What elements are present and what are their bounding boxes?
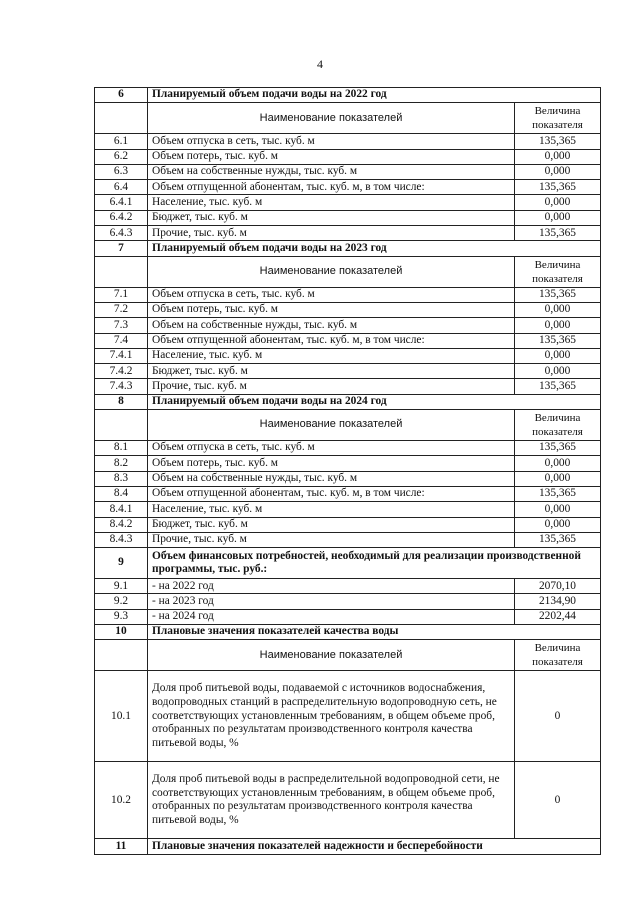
table-row bbox=[95, 456, 601, 471]
section-title: Плановые значения показателей качества воды bbox=[148, 625, 601, 640]
production-program-table bbox=[94, 87, 601, 855]
row-number: 8.3 bbox=[95, 471, 148, 486]
header-number-cell bbox=[95, 256, 148, 287]
header-name-cell: Наименование показателей bbox=[148, 410, 515, 441]
row-value: 0,000 bbox=[515, 502, 601, 517]
table-row bbox=[95, 164, 601, 179]
row-label: Объем на собственные нужды, тыс. куб. м bbox=[148, 471, 515, 486]
row-number: 7.4.1 bbox=[95, 348, 148, 363]
table-row bbox=[95, 517, 601, 532]
section-title: Плановые значения показателей надежности и бесперебойности bbox=[148, 839, 601, 854]
row-value: 0,000 bbox=[515, 302, 601, 317]
row-number: 8.4.2 bbox=[95, 517, 148, 532]
row-value: 135,365 bbox=[515, 134, 601, 149]
table-row bbox=[95, 441, 601, 456]
section-title: Объем финансовых потребностей, необходимый для реализации производственной программы, тыс. руб.: bbox=[148, 548, 601, 579]
section-title: Планируемый объем подачи воды на 2023 год bbox=[148, 241, 601, 256]
section-title-row bbox=[95, 839, 601, 854]
row-number: 6.4 bbox=[95, 180, 148, 195]
section-number: 6 bbox=[95, 88, 148, 103]
row-label: Объем отпуска в сеть, тыс. куб. м bbox=[148, 441, 515, 456]
row-value: 0,000 bbox=[515, 517, 601, 532]
row-value: 0 bbox=[515, 762, 601, 839]
row-label: Прочие, тыс. куб. м bbox=[148, 226, 515, 241]
table-row bbox=[95, 318, 601, 333]
section-number: 10 bbox=[95, 625, 148, 640]
row-number: 7.4 bbox=[95, 333, 148, 348]
table-row bbox=[95, 502, 601, 517]
row-number: 8.4.1 bbox=[95, 502, 148, 517]
row-label: Прочие, тыс. куб. м bbox=[148, 532, 515, 547]
row-label: Объем потерь, тыс. куб. м bbox=[148, 456, 515, 471]
row-value: 0,000 bbox=[515, 164, 601, 179]
section-number: 8 bbox=[95, 394, 148, 409]
column-header-row bbox=[95, 103, 601, 134]
row-label: Доля проб питьевой воды, подаваемой с источников водоснабжения, водопроводных станций в распределительную водопроводную сеть, не соответствующих установленным требованиям, в общем объеме проб, отобранных по результатам производственного контроля качества питьевой воды, % bbox=[148, 671, 515, 762]
row-label: Объем на собственные нужды, тыс. куб. м bbox=[148, 318, 515, 333]
section-number: 9 bbox=[95, 548, 148, 579]
row-number: 8.4.3 bbox=[95, 532, 148, 547]
table-row bbox=[95, 348, 601, 363]
row-label: Объем отпущенной абонентам, тыс. куб. м, в том числе: bbox=[148, 486, 515, 501]
row-number: 6.4.2 bbox=[95, 210, 148, 225]
section-title-row bbox=[95, 625, 601, 640]
row-value: 135,365 bbox=[515, 333, 601, 348]
row-label: Объем отпущенной абонентам, тыс. куб. м, в том числе: bbox=[148, 333, 515, 348]
section-number: 7 bbox=[95, 241, 148, 256]
table-row bbox=[95, 609, 601, 624]
table-row bbox=[95, 287, 601, 302]
row-label: Доля проб питьевой воды в распределительной водопроводной сети, не соответствующих установленным требованиям, в общем объеме проб, отобранных по результатам производственного контроля качества питьевой воды, % bbox=[148, 762, 515, 839]
column-header-row bbox=[95, 640, 601, 671]
header-value-cell: Величина показателя bbox=[515, 103, 601, 134]
table-row bbox=[95, 579, 601, 594]
row-number: 7.4.3 bbox=[95, 379, 148, 394]
header-number-cell bbox=[95, 640, 148, 671]
row-value: 2070,10 bbox=[515, 579, 601, 594]
row-label: - на 2024 год bbox=[148, 609, 515, 624]
row-value: 135,365 bbox=[515, 180, 601, 195]
page-number: 4 bbox=[317, 57, 323, 71]
row-number: 10.1 bbox=[95, 671, 148, 762]
row-label: Население, тыс. куб. м bbox=[148, 502, 515, 517]
row-label: Бюджет, тыс. куб. м bbox=[148, 517, 515, 532]
row-label: Население, тыс. куб. м bbox=[148, 195, 515, 210]
row-value: 0,000 bbox=[515, 149, 601, 164]
row-value: 135,365 bbox=[515, 379, 601, 394]
header-value-cell: Величина показателя bbox=[515, 256, 601, 287]
row-number: 6.1 bbox=[95, 134, 148, 149]
row-value: 0,000 bbox=[515, 318, 601, 333]
row-number: 7.2 bbox=[95, 302, 148, 317]
table-row bbox=[95, 471, 601, 486]
row-number: 9.1 bbox=[95, 579, 148, 594]
row-value: 135,365 bbox=[515, 441, 601, 456]
row-label: Население, тыс. куб. м bbox=[148, 348, 515, 363]
row-number: 6.4.3 bbox=[95, 226, 148, 241]
section-number: 11 bbox=[95, 839, 148, 854]
row-label: Объем отпуска в сеть, тыс. куб. м bbox=[148, 134, 515, 149]
row-label: Объем отпущенной абонентам, тыс. куб. м, в том числе: bbox=[148, 180, 515, 195]
row-value: 135,365 bbox=[515, 287, 601, 302]
row-value: 0,000 bbox=[515, 348, 601, 363]
row-label: Объем на собственные нужды, тыс. куб. м bbox=[148, 164, 515, 179]
column-header-row bbox=[95, 256, 601, 287]
row-number: 6.2 bbox=[95, 149, 148, 164]
header-value-cell: Величина показателя bbox=[515, 410, 601, 441]
table-row bbox=[95, 302, 601, 317]
table-row bbox=[95, 195, 601, 210]
row-label: Объем отпуска в сеть, тыс. куб. м bbox=[148, 287, 515, 302]
table-row bbox=[95, 210, 601, 225]
row-label: Объем потерь, тыс. куб. м bbox=[148, 149, 515, 164]
table-row bbox=[95, 594, 601, 609]
table-row bbox=[95, 226, 601, 241]
row-number: 8.1 bbox=[95, 441, 148, 456]
row-value: 2202,44 bbox=[515, 609, 601, 624]
table-row bbox=[95, 180, 601, 195]
row-number: 10.2 bbox=[95, 762, 148, 839]
row-value: 135,365 bbox=[515, 226, 601, 241]
section-title-row bbox=[95, 88, 601, 103]
section-title-row bbox=[95, 548, 601, 579]
row-number: 9.2 bbox=[95, 594, 148, 609]
header-name-cell: Наименование показателей bbox=[148, 256, 515, 287]
row-value: 0,000 bbox=[515, 364, 601, 379]
row-label: Прочие, тыс. куб. м bbox=[148, 379, 515, 394]
table-row bbox=[95, 333, 601, 348]
table-row bbox=[95, 762, 601, 839]
row-value: 0,000 bbox=[515, 471, 601, 486]
row-number: 6.3 bbox=[95, 164, 148, 179]
row-value: 135,365 bbox=[515, 486, 601, 501]
section-title-row bbox=[95, 241, 601, 256]
section-title: Планируемый объем подачи воды на 2022 год bbox=[148, 88, 601, 103]
header-name-cell: Наименование показателей bbox=[148, 640, 515, 671]
row-value: 0,000 bbox=[515, 456, 601, 471]
table-row bbox=[95, 532, 601, 547]
row-label: Объем потерь, тыс. куб. м bbox=[148, 302, 515, 317]
row-value: 0,000 bbox=[515, 195, 601, 210]
row-value: 0 bbox=[515, 671, 601, 762]
table-row bbox=[95, 379, 601, 394]
row-label: Бюджет, тыс. куб. м bbox=[148, 364, 515, 379]
row-number: 6.4.1 bbox=[95, 195, 148, 210]
row-number: 8.4 bbox=[95, 486, 148, 501]
row-number: 7.3 bbox=[95, 318, 148, 333]
section-title-row bbox=[95, 394, 601, 409]
table-row bbox=[95, 149, 601, 164]
header-name-cell: Наименование показателей bbox=[148, 103, 515, 134]
column-header-row bbox=[95, 410, 601, 441]
row-number: 7.1 bbox=[95, 287, 148, 302]
row-label: Бюджет, тыс. куб. м bbox=[148, 210, 515, 225]
section-title: Планируемый объем подачи воды на 2024 год bbox=[148, 394, 601, 409]
row-number: 8.2 bbox=[95, 456, 148, 471]
header-number-cell bbox=[95, 103, 148, 134]
table-row bbox=[95, 364, 601, 379]
table-row bbox=[95, 486, 601, 501]
row-value: 135,365 bbox=[515, 532, 601, 547]
table-row bbox=[95, 134, 601, 149]
header-number-cell bbox=[95, 410, 148, 441]
row-number: 7.4.2 bbox=[95, 364, 148, 379]
row-label: - на 2022 год bbox=[148, 579, 515, 594]
row-value: 0,000 bbox=[515, 210, 601, 225]
row-value: 2134,90 bbox=[515, 594, 601, 609]
header-value-cell: Величина показателя bbox=[515, 640, 601, 671]
row-label: - на 2023 год bbox=[148, 594, 515, 609]
row-number: 9.3 bbox=[95, 609, 148, 624]
table-row bbox=[95, 671, 601, 762]
